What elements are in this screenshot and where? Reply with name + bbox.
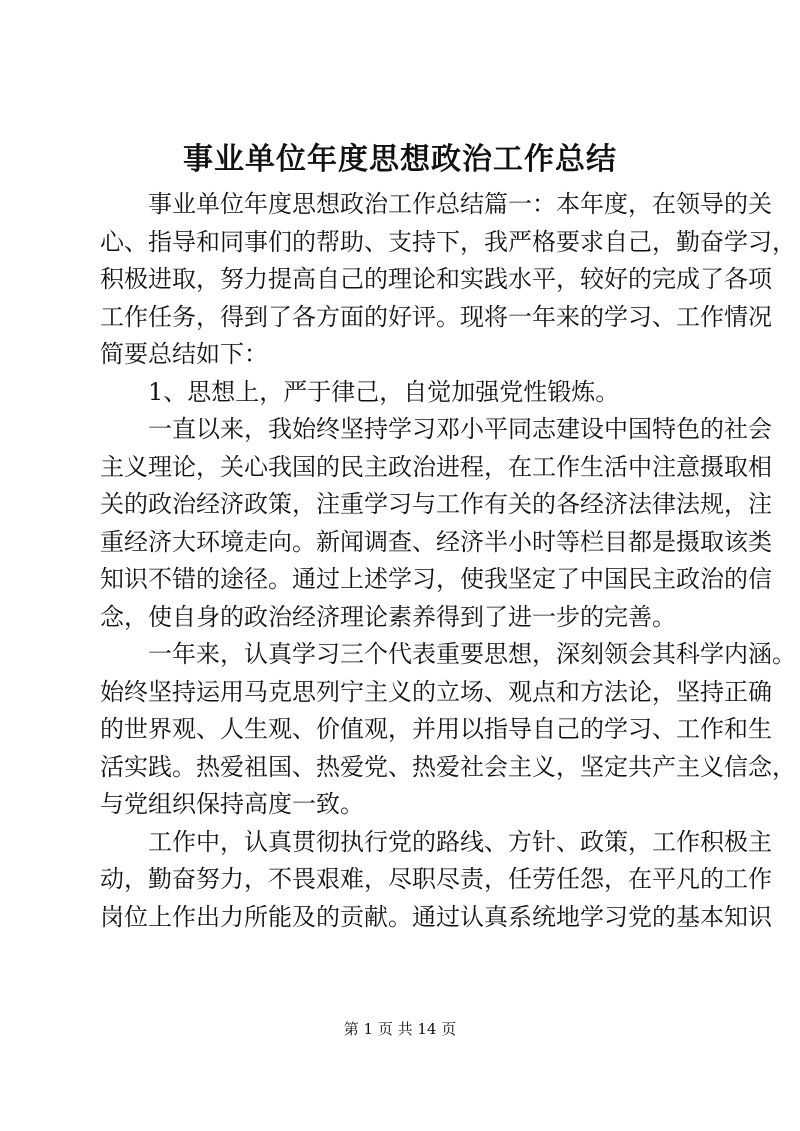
paragraph-line: 工作任务，得到了各方面的好评。现将一年来的学习、工作情况 [100, 302, 772, 331]
paragraph-line: 一年来，认真学习三个代表重要思想，深刻领会其科学内涵。 [148, 640, 796, 668]
paragraph-line: 的世界观、人生观、价值观，并用以指导自己的学习、工作和生 [100, 715, 772, 743]
paragraph-line: 与党组织保持高度一致。 [100, 790, 364, 818]
document-title: 事业单位年度思想政治工作总结 [183, 142, 617, 177]
document-body [100, 186, 796, 936]
paragraph-line: 积极进取，努力提高自己的理论和实践水平，较好的完成了各项 [100, 265, 772, 293]
paragraph-line: 念，使自身的政治经济理论素养得到了进一步的完善。 [100, 602, 676, 631]
paragraph-line: 1、思想上，严于律己，自觉加强党性锻炼。 [148, 377, 620, 406]
paragraph-line: 始终坚持运用马克思列宁主义的立场、观点和方法论，坚持正确 [100, 677, 772, 706]
paragraph-line: 动，勤奋努力，不畏艰难，尽职尽责，任劳任怨，在平凡的工作 [100, 865, 772, 893]
paragraph-line: 一直以来，我始终坚持学习邓小平同志建设中国特色的社会 [148, 415, 772, 443]
paragraph [100, 824, 772, 937]
paragraph-line: 岗位上作出力所能及的贡献。通过认真系统地学习党的基本知识 [100, 902, 772, 931]
paragraph [100, 411, 772, 636]
paragraph-line: 简要总结如下： [100, 340, 268, 368]
paragraph-line: 知识不错的途径。通过上述学习，使我坚定了中国民主政治的信 [100, 565, 772, 593]
page-footer: 第 1 页 共 14 页 [343, 1020, 457, 1038]
paragraph-line: 主义理论，关心我国的民主政治进程，在工作生活中注意摄取相 [100, 452, 772, 481]
paragraph-line: 重经济大环境走向。新闻调查、经济半小时等栏目都是摄取该类 [100, 527, 772, 556]
paragraph-line: 活实践。热爱祖国、热爱党、热爱社会主义，坚定共产主义信念， [100, 752, 796, 781]
paragraph [100, 374, 700, 412]
paragraph-line: 关的政治经济政策，注重学习与工作有关的各经济法律法规，注 [100, 490, 772, 518]
paragraph-line: 工作中，认真贯彻执行党的路线、方针、政策，工作积极主 [148, 827, 772, 856]
paragraph-line: 事业单位年度思想政治工作总结篇一：本年度，在领导的关 [148, 190, 772, 218]
paragraph-line: 心、指导和同事们的帮助、支持下，我严格要求自己，勤奋学习， [100, 227, 796, 256]
paragraph [100, 636, 796, 824]
paragraph [100, 186, 796, 374]
